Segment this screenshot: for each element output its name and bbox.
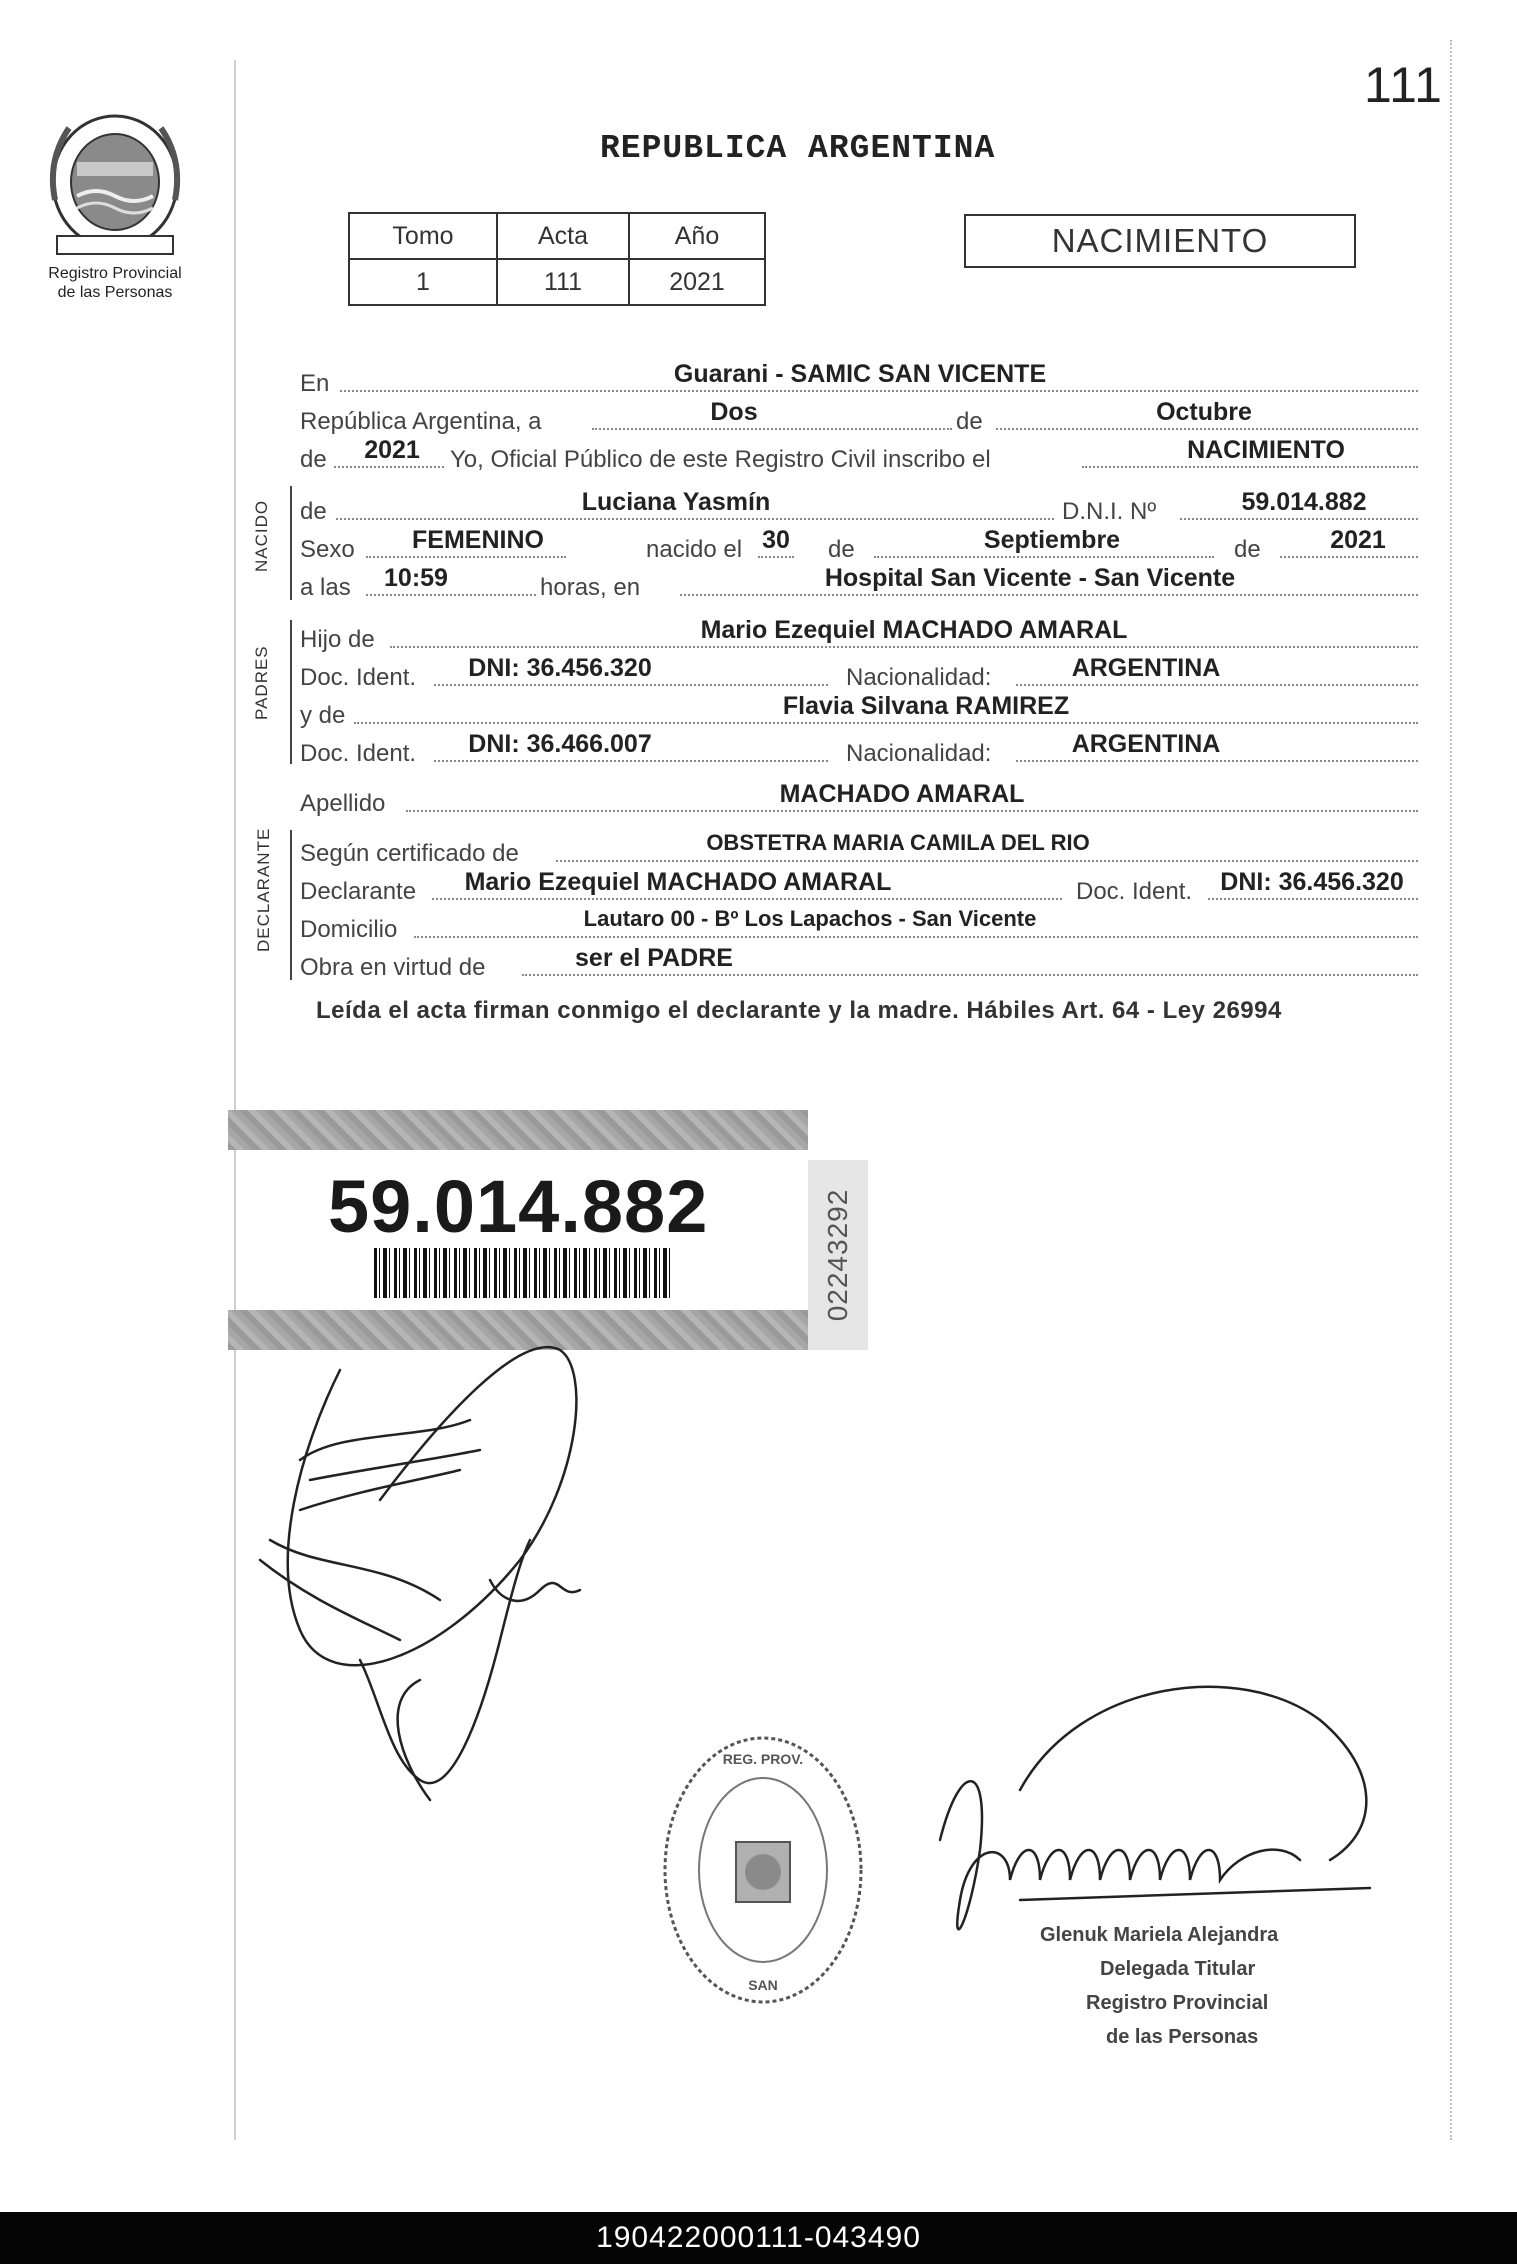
section-label-nacido: NACIDO: [252, 499, 271, 572]
label-hijo-de: Hijo de: [300, 626, 375, 653]
label-en: En: [300, 370, 330, 397]
value-mother-name: Flavia Silvana RAMIREZ: [782, 692, 1070, 720]
label-a-las: a las: [300, 574, 351, 601]
value-place: Guarani - SAMIC SAN VICENTE: [673, 360, 1047, 388]
section-label-padres: PADRES: [252, 645, 271, 720]
sticker-side-number-text: 02243292: [822, 1188, 853, 1322]
value-birth-year: 2021: [1330, 526, 1386, 554]
signer-name: Glenuk Mariela Alejandra: [1040, 1924, 1279, 1946]
label-officer: Yo, Oficial Público de este Registro Civil inscribo el: [450, 446, 991, 473]
official-seal: [658, 1730, 868, 2015]
header-acta: Acta: [497, 213, 629, 259]
value-father-name: Mario Ezequiel MACHADO AMARAL: [700, 616, 1128, 644]
value-child-dni: 59.014.882: [1241, 488, 1367, 516]
value-hour: 10:59: [384, 564, 448, 592]
label-y-de: y de: [300, 702, 346, 729]
value-year: 2021: [364, 436, 420, 464]
value-declarante: Mario Ezequiel MACHADO AMARAL: [464, 868, 892, 896]
signer-office1: Registro Provincial: [1086, 1992, 1269, 2014]
label-declarante: Declarante: [300, 878, 417, 905]
value-domicilio: Lautaro 00 - Bº Los Lapachos - San Vicente: [583, 906, 1037, 931]
signer-office2: de las Personas: [1106, 2026, 1259, 2048]
dni-sticker-number: 59.014.882: [328, 1165, 709, 1248]
record-type-box: NACIMIENTO: [964, 214, 1356, 268]
logo-caption-line1: Registro Provincial: [48, 265, 182, 282]
value-certificado: OBSTETRA MARIA CAMILA DEL RIO: [706, 830, 1090, 855]
value-birth-month: Septiembre: [983, 526, 1121, 554]
value-apellido: MACHADO AMARAL: [779, 780, 1025, 808]
signer-block: [1040, 1918, 1278, 2054]
value-event: NACIMIENTO: [1187, 436, 1345, 464]
value-birth-place: Hospital San Vicente - San Vicente: [824, 564, 1236, 592]
label-sexo: Sexo: [300, 536, 355, 563]
label-de-month: de: [956, 408, 983, 435]
value-obra: ser el PADRE: [575, 944, 733, 972]
logo-caption-line2: de las Personas: [57, 284, 173, 301]
header-ano: Año: [629, 213, 765, 259]
label-horas-en: horas, en: [540, 574, 641, 601]
svg-text:REG. PROV.: REG. PROV.: [722, 1751, 804, 1767]
svg-text:SAN: SAN: [748, 1977, 778, 1993]
value-decl-doc: DNI: 36.456.320: [1220, 868, 1404, 896]
value-mother-doc: DNI: 36.466.007: [468, 730, 652, 758]
label-certificado: Según certificado de: [300, 840, 519, 867]
header-tomo: Tomo: [349, 213, 497, 259]
label-decl-doc: Doc. Ident.: [1076, 878, 1193, 905]
signer-role: Delegada Titular: [1100, 1958, 1256, 1980]
label-mother-nat: Nacionalidad:: [846, 740, 992, 767]
label-mother-doc: Doc. Ident.: [300, 740, 417, 767]
label-dni: D.N.I. Nº: [1062, 498, 1157, 525]
value-ano: 2021: [629, 259, 765, 305]
footer-code-bar: 190422000111-043490: [0, 2212, 1517, 2264]
label-de-year: de: [300, 446, 327, 473]
value-day: Dos: [710, 398, 758, 426]
label-father-doc: Doc. Ident.: [300, 664, 417, 691]
label-de-name: de: [300, 498, 327, 525]
value-tomo: 1: [349, 259, 497, 305]
value-mother-nat: ARGENTINA: [1071, 730, 1221, 758]
label-nacido-el: nacido el: [646, 536, 743, 563]
seal-stamp-icon: [658, 1730, 868, 2010]
country-title: REPUBLICA ARGENTINA: [600, 130, 996, 167]
label-father-nat: Nacionalidad:: [846, 664, 992, 691]
section-label-declarante: DECLARANTE: [254, 827, 273, 952]
value-birth-day: 30: [762, 526, 790, 554]
label-apellido: Apellido: [300, 790, 386, 817]
value-father-nat: ARGENTINA: [1071, 654, 1221, 682]
value-acta: 111: [497, 259, 629, 305]
value-father-doc: DNI: 36.456.320: [468, 654, 652, 682]
label-obra: Obra en virtud de: [300, 954, 486, 981]
page-number: 111: [1363, 57, 1443, 113]
label-de-birth-year: de: [1234, 536, 1261, 563]
label-domicilio: Domicilio: [300, 916, 398, 943]
value-sexo: FEMENINO: [412, 526, 544, 554]
label-republica: República Argentina, a: [300, 408, 542, 435]
label-de-birth-month: de: [828, 536, 855, 563]
closing-text: Leída el acta firman conmigo el declarante y la madre. Hábiles Art. 64 - Ley 26994: [316, 997, 1282, 1024]
value-month: Octubre: [1156, 398, 1252, 426]
value-child-name: Luciana Yasmín: [581, 488, 771, 516]
